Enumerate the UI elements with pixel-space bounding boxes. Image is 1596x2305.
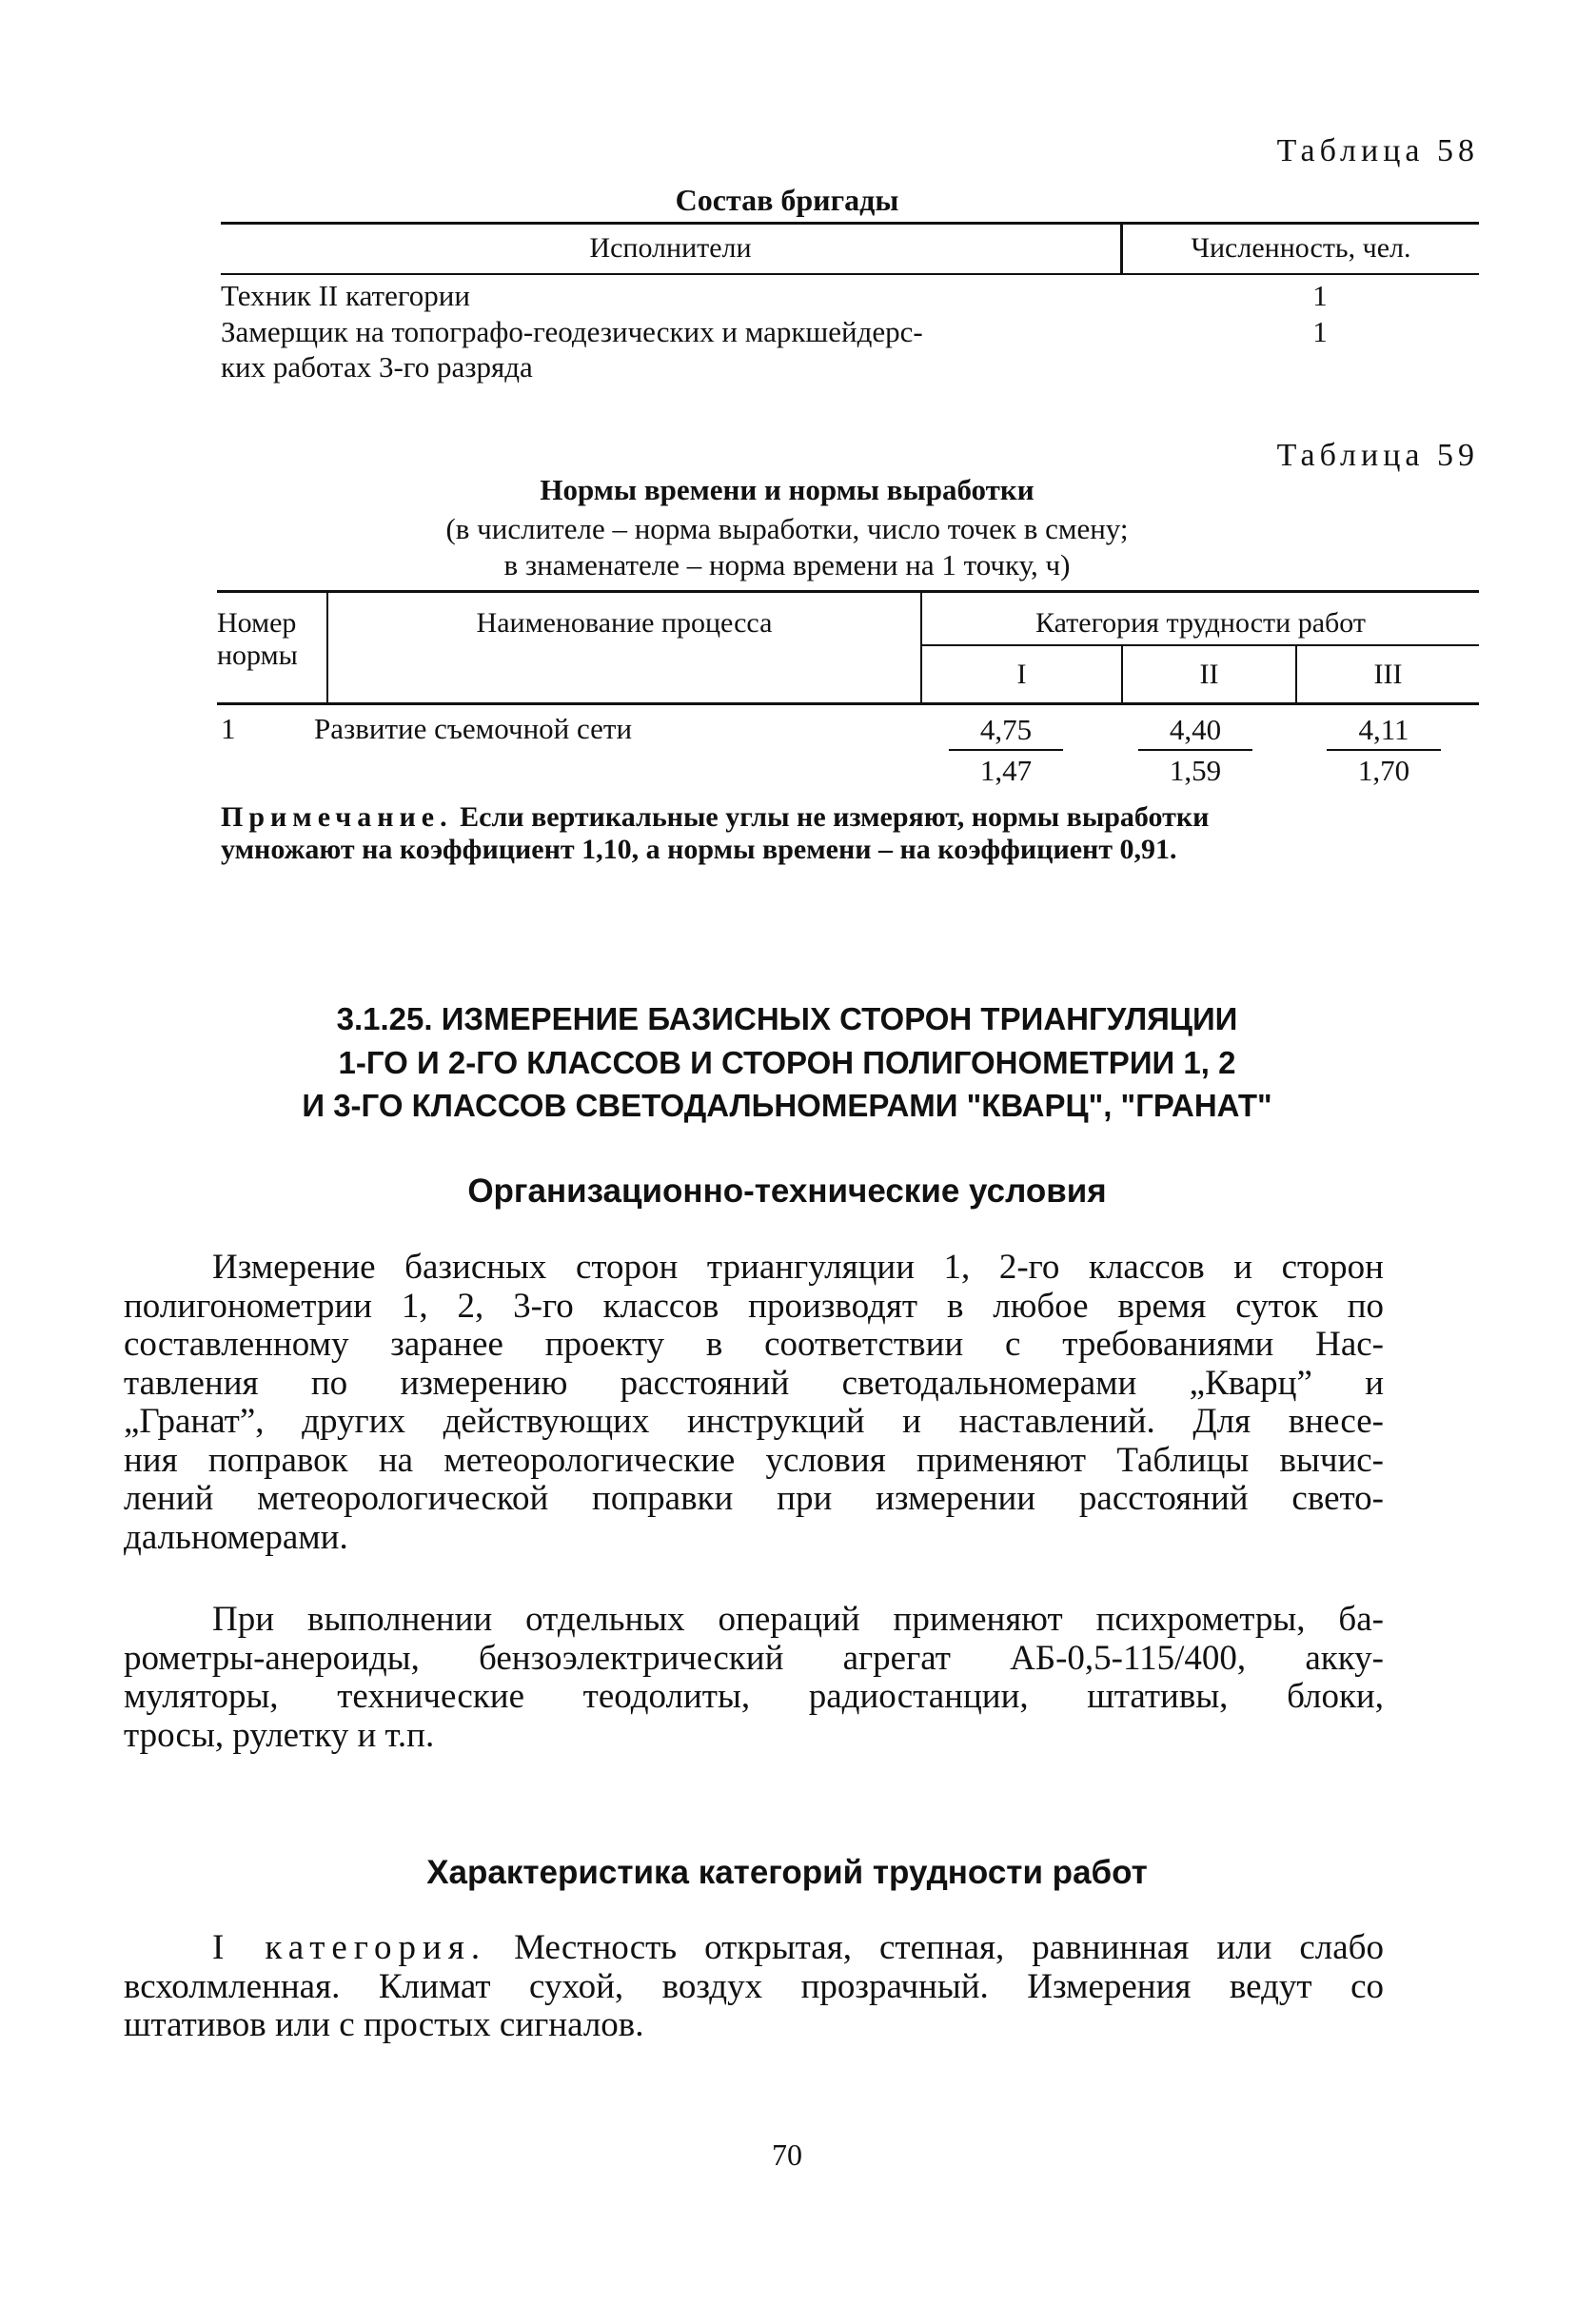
paragraph-line: лений метеорологической поправки при измерении расстояний свето- — [124, 1479, 1384, 1518]
table-58-top-rule — [221, 222, 1479, 225]
note-label: Примечание. — [221, 801, 453, 833]
note-line: Если вертикальные углы не измеряют, нормы выработки — [460, 801, 1210, 833]
table-59-header-number — [217, 607, 326, 672]
table-58-header-count: Численность, чел. — [1191, 232, 1411, 264]
header-number-line: нормы — [217, 640, 298, 671]
section-heading-line: И 3-ГО КЛАССОВ СВЕТОДАЛЬНОМЕРАМИ "КВАРЦ", "ГРАНАТ" — [302, 1088, 1272, 1123]
table-59-top-rule — [217, 590, 1479, 593]
norm-time: 1,59 — [1169, 754, 1222, 787]
performer-name — [221, 314, 1077, 384]
table-59-subtitle-line: в знаменателе – норма времени на 1 точку, ч) — [503, 548, 1071, 581]
paragraph-line: полигонометрии 1, 2, 3-го классов производят в любое время суток по — [124, 1286, 1384, 1326]
table-59-title: Нормы времени и нормы выработки — [540, 473, 1034, 506]
paragraph-line: рометры-анероиды, бензоэлектрический агрегат АБ-0,5-115/400, акку- — [124, 1638, 1384, 1678]
table-59-header-process: Наименование процесса — [476, 607, 773, 639]
table-59-label: Таблица 59 — [1276, 438, 1479, 473]
norm-value-category-ii — [1138, 712, 1252, 788]
paragraph-line-text: Местность открытая, степная, равнинная или слабо — [514, 1928, 1385, 1967]
subsection-heading: Организационно-технические условия — [467, 1172, 1107, 1210]
performer-count: 1 — [1312, 315, 1328, 348]
table-58-title: Состав бригады — [675, 183, 899, 217]
table-58-header-rule — [221, 273, 1479, 275]
paragraph-line: составленному заранее проекту в соответствии с требованиями Нас- — [124, 1325, 1384, 1364]
paragraph-line: всхолмленная. Климат сухой, воздух прозрачный. Измерения ведут со — [124, 1966, 1384, 2006]
norm-time: 1,70 — [1357, 754, 1410, 787]
subsection-heading: Характеристика категорий трудности работ — [426, 1854, 1148, 1891]
table-59-header-category-i: I — [1016, 659, 1027, 690]
category-label: I категория. — [212, 1928, 487, 1967]
section-heading-line: 3.1.25. ИЗМЕРЕНИЕ БАЗИСНЫХ СТОРОН ТРИАНГУЛЯЦИИ — [336, 1001, 1238, 1036]
paragraph-line: Измерение базисных сторон триангуляции 1, 2-го классов и сторон — [212, 1248, 1384, 1287]
paragraph-line: При выполнении отдельных операций применяют психрометры, ба- — [212, 1600, 1384, 1639]
table-59-header-category-iii: III — [1373, 659, 1403, 690]
table-58-header-performers: Исполнители — [589, 232, 752, 264]
table-59-subtitle-line: (в числителе – норма выработки, число точек в смену; — [445, 512, 1129, 545]
paragraph-line: ния поправок на метеорологические условия применяют Таблицы вычис- — [124, 1440, 1384, 1480]
norm-output: 4,40 — [1138, 712, 1252, 751]
table-59-header-category-ii: II — [1199, 659, 1219, 690]
performer-name: Техник II категории — [221, 279, 470, 312]
performer-name-line: Замерщик на топографо-геодезических и маркшейдерс- — [221, 315, 923, 348]
paragraph-line: „Гранат”, других действующих инструкций и наставлений. Для внесе- — [124, 1402, 1384, 1441]
norm-number: 1 — [221, 712, 236, 745]
table-59-note — [221, 801, 1479, 866]
paragraph-conditions — [124, 1249, 1384, 1557]
paragraph-line: муляторы, технические теодолиты, радиостанции, штативы, блоки, — [124, 1677, 1384, 1716]
norm-value-category-i — [949, 712, 1063, 788]
note-line: умножают на коэффициент 1,10, а нормы времени – на коэффициент 0,91. — [221, 834, 1177, 865]
paragraph-line: тросы, рулетку и т.п. — [124, 1715, 435, 1755]
norm-output: 4,11 — [1327, 712, 1441, 751]
paragraph-line: тавления по измерению расстояний светодальномерами „Кварц” и — [124, 1363, 1384, 1403]
paragraph-category-i — [124, 1929, 1384, 2045]
paragraph-line: дальномерами. — [124, 1517, 348, 1557]
norm-output: 4,75 — [949, 712, 1063, 751]
paragraph-line — [124, 1929, 1384, 1968]
table-59-header-category: Категория трудности работ — [1034, 607, 1367, 639]
section-heading-line: 1-ГО И 2-ГО КЛАССОВ И СТОРОН ПОЛИГОНОМЕТРИИ 1, 2 — [338, 1045, 1236, 1080]
process-name: Развитие съемочной сети — [314, 712, 633, 745]
paragraph-line: штативов или с простых сигналов. — [124, 2005, 644, 2044]
table-59-category-rule — [920, 644, 1479, 646]
table-59-header-rule — [217, 702, 1479, 705]
table-58-label: Таблица 58 — [1276, 133, 1479, 168]
norm-time: 1,47 — [979, 754, 1033, 787]
paragraph-equipment — [124, 1601, 1384, 1755]
performer-count: 1 — [1312, 279, 1328, 312]
performer-name-line: ких работах 3-го разряда — [221, 350, 533, 384]
norm-value-category-iii — [1327, 712, 1441, 788]
header-number-line: Номер — [217, 607, 297, 639]
page-number: 70 — [772, 2138, 802, 2172]
